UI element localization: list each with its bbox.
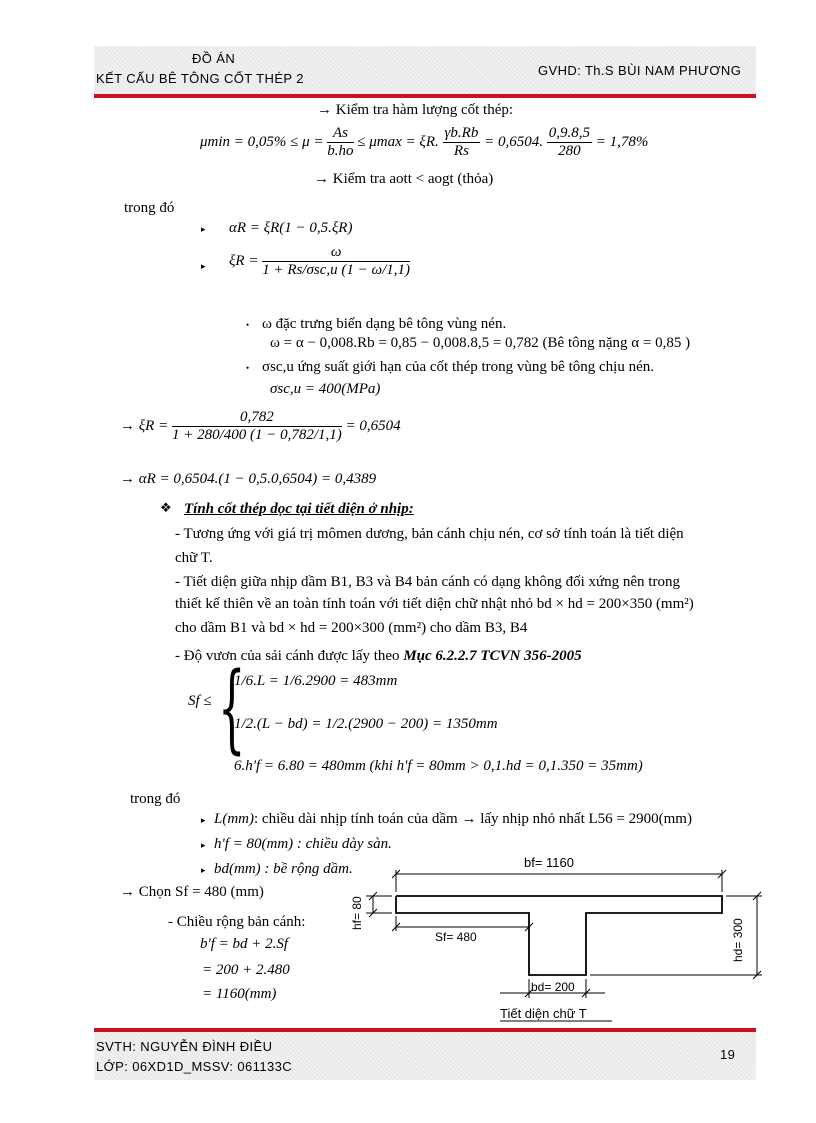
page-number: 19 (720, 1047, 736, 1062)
bullet-icon: • (246, 363, 250, 373)
footer-class-id: LỚP: 06XD1D_MSSV: 061133C (96, 1059, 293, 1074)
sf-label: Sf ≤ (188, 693, 212, 709)
hd-label: hd= 300 (731, 918, 745, 962)
bullet-icon: ▸ (201, 815, 206, 825)
sf-case-3: 6.h'f = 6.80 = 480mm (khi h'f = 80mm > 0,1.hd = 0,1.350 = 35mm) (234, 758, 643, 774)
trong-do-label-1: trong đó (124, 200, 175, 216)
left-brace-icon: { (218, 652, 246, 764)
diamond-bullet-icon: ❖ (160, 500, 172, 515)
sf-case-2: 1/2.(L − bd) = 1/2.(2900 − 200) = 1350mm (234, 716, 498, 732)
paragraph-1-line-1: - Tương ứng với giá trị mômen dương, bản cánh chịu nén, cơ sở tính toán là tiết diện (175, 526, 684, 542)
paragraph-2-line-1: - Tiết diện giữa nhịp dầm B1, B3 và B4 bản cánh có dạng không đối xứng nên trong (175, 574, 680, 590)
sf-case-1: 1/6.L = 1/6.2900 = 483mm (234, 673, 398, 689)
definition-bd: bd(mm) : bề rộng dầm. (214, 861, 353, 877)
page-footer (94, 1032, 756, 1080)
flange-equation-3: = 1160(mm) (202, 986, 277, 1002)
mu-formula: μmin = 0,05% ≤ μ = $\frac{As}{b.ho}$ ≤ μmax = ξR. $\frac{\gamma b.Rb}{Rs}$ = 0,6504. $\frac{0,9.8,5}{280}$ = 1,78% (200, 125, 649, 159)
paragraph-2-line-2: thiết kế thiên về an toàn tính toán với tiết diện chữ nhật nhỏ bd × hd = 200×350 (mm²) (175, 596, 694, 612)
bf-label: bf= 1160 (524, 855, 575, 870)
sf-label-diagram: Sf= 480 (435, 930, 477, 944)
flange-width-title: - Chiều rộng bản cánh: (168, 914, 306, 930)
bullet-icon: ▸ (201, 224, 206, 234)
sigma-description: σsc,u ứng suất giới hạn của cốt thép trong vùng bê tông chịu nén. (262, 359, 654, 375)
header-title-line2: KẾT CẤU BÊ TÔNG CỐT THÉP 2 (96, 71, 304, 86)
omega-description: ω đặc trưng biến dạng bê tông vùng nén. (262, 316, 507, 332)
xi-r-definition: ξR = $\frac{\omega}{\text{1 + Rs/σsc,u (1 − ω/1,1)}}$ (229, 244, 411, 278)
paragraph-2-line-3: cho dầm B1 và bd × hd = 200×300 (mm²) cho dầm B3, B4 (175, 620, 528, 636)
flange-equation-1: b'f = bd + 2.Sf (200, 936, 289, 952)
overhang-reference: Mục 6.2.2.7 TCVN 356-2005 (403, 648, 582, 664)
sigma-value: σsc,u = 400(MPa) (270, 381, 381, 397)
choose-sf: → Chọn Sf = 480 (mm) (120, 884, 264, 900)
header-advisor: GVHD: Th.S BÙI NAM PHƯƠNG (538, 63, 742, 78)
bullet-icon: ▸ (201, 865, 206, 875)
bullet-icon: • (246, 320, 250, 330)
bullet-icon: ▸ (201, 840, 206, 850)
omega-calculation: ω = α − 0,008.Rb = 0,85 − 0,008.8,5 = 0,782 (Bê tông nặng α = 0,85 ) (270, 335, 691, 351)
hf-label: hf= 80 (350, 896, 364, 930)
paragraph-1-line-2: chữ T. (175, 550, 213, 566)
trong-do-label-2: trong đó (130, 791, 181, 807)
header-title-line1: ĐỒ ÁN (192, 51, 236, 66)
overhang-intro: - Độ vươn của sải cánh được lấy theo Mục 6.2.2.7 TCVN 356-2005 (175, 648, 582, 664)
definition-L: L(mm): chiều dài nhịp tính toán của dầm → lấy nhịp nhỏ nhất L56 = 2900(mm) (214, 811, 692, 827)
flange-equation-2: = 200 + 2.480 (202, 962, 290, 978)
xi-r-calculation: → ξR = $\frac{0,782}{1 + 280/400 (1 - 0,782/1,1)}$ = 0,6504 (120, 409, 401, 443)
footer-student: SVTH: NGUYỄN ĐÌNH ĐIỀU (96, 1039, 273, 1054)
alpha-r-calculation: → αR = 0,6504.(1 − 0,5.0,6504) = 0,4389 (120, 471, 377, 487)
check-ratio-title: → Kiểm tra hàm lượng cốt thép: (317, 102, 514, 118)
check-a-text: → Kiểm tra aott < aogt (thỏa) (314, 171, 494, 187)
definition-hf: h'f = 80(mm) : chiều dày sàn. (214, 836, 392, 852)
diagram-caption: Tiết diện chữ T (500, 1006, 587, 1021)
section-heading: Tính cốt thép dọc tại tiết diện ở nhịp: (184, 501, 414, 517)
alpha-r-definition: αR = ξR(1 − 0,5.ξR) (229, 220, 353, 236)
bullet-icon: ▸ (201, 261, 206, 271)
bd-label: bd= 200 (531, 980, 575, 994)
